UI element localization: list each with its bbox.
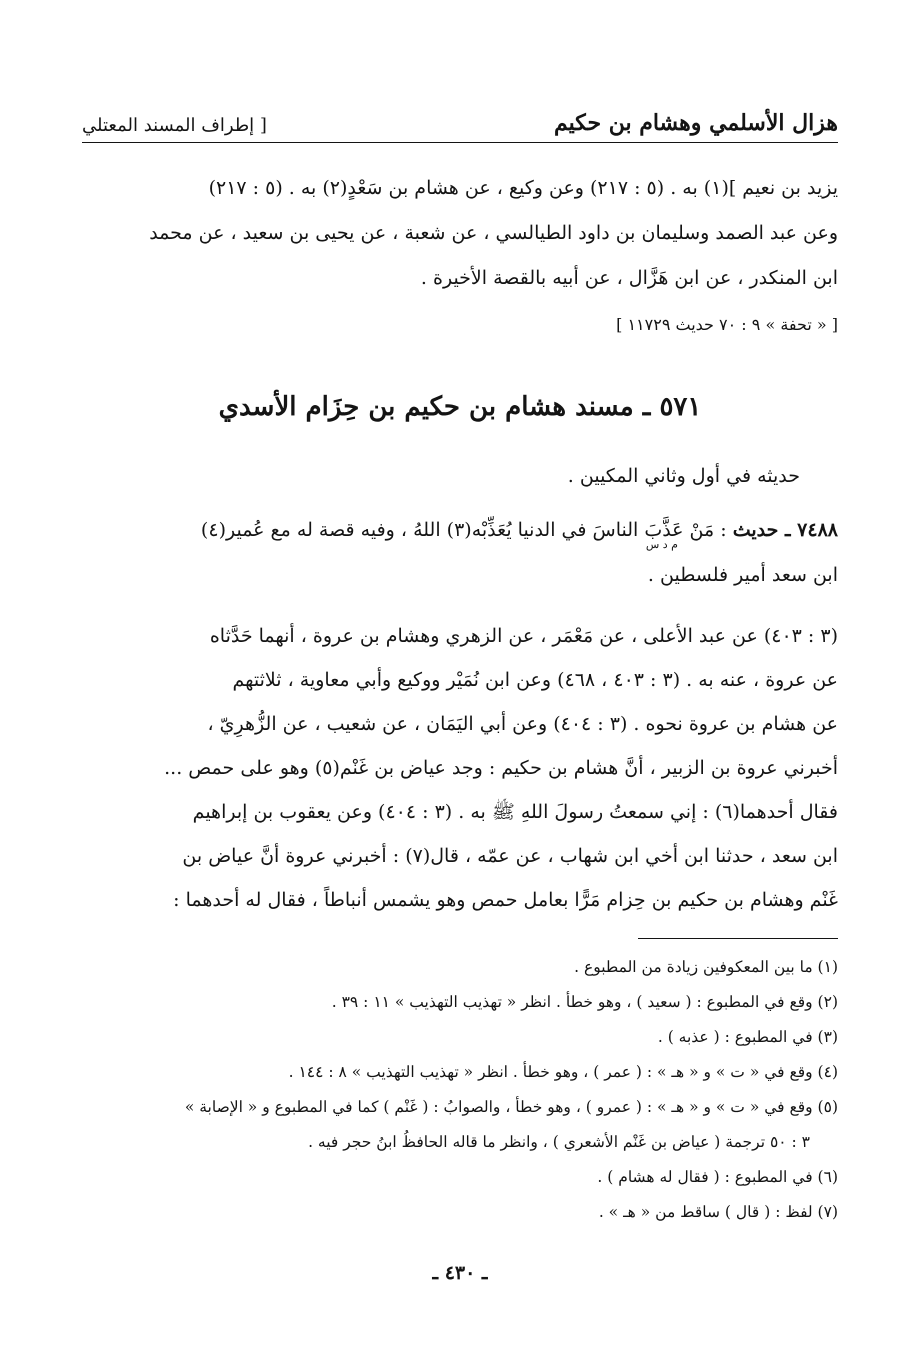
running-header-title: هزال الأسلمي وهشام بن حكيم	[554, 110, 838, 136]
tuhfa-reference: [ « تحفة » ٩ : ٧٠ حديث ١١٧٢٩ ]	[616, 315, 838, 334]
text-line: (٣ : ٤٠٣) عن عبد الأعلى ، عن مَعْمَر ، عن الزهري وهشام بن عروة ، أنهما حَدَّثاه	[209, 625, 838, 647]
footnote: (٣) في المطبوع : ( عذبه ) .	[657, 1028, 838, 1046]
header-rule	[82, 142, 838, 143]
running-header	[82, 96, 838, 136]
text-line: ابن سعد ، حدثنا ابن أخي ابن شهاب ، عن عمّه ، قال(٧) : أخبرني عروة أنَّ عياض بن	[182, 845, 838, 867]
footnote-continuation: ٣ : ٥٠ ترجمة ( عياض بن غَنْم الأشعري ) ، وانظر ما قاله الحافظُ ابنُ حجر فيه .	[308, 1133, 810, 1151]
footnote-rule	[638, 938, 838, 939]
text-line: عن عروة ، عنه به . (٣ : ٤٠٣ ، ٤٦٨) وعن ابن نُمَيْر ووكيع وأبي معاوية ، ثلاثتهم	[232, 669, 838, 691]
body-paragraph	[82, 614, 838, 922]
footnote: (١) ما بين المعكوفين زيادة من المطبوع .	[574, 958, 838, 976]
footnote: (٧) لفظ : ( قال ) ساقط من « هـ » .	[598, 1203, 838, 1221]
text-line: غَنْم وهشام بن حكيم بن حِزام مَرًّا بعامل حمص وهو يشمس أنباطاً ، فقال له أحدهما :	[173, 889, 838, 911]
intro-paragraph	[82, 166, 838, 301]
section-subtitle: حديثه في أول وثاني المكيين .	[567, 465, 800, 487]
hadith-text: : مَنْ عَذَّبَ الناسَ في الدنيا يُعَذِّبْه(٣) اللهُ ، وفيه قصة له مع عُمير(٤)	[200, 519, 727, 541]
text-line: فقال أحدهما(٦) : إني سمعتُ رسولَ اللهِ ﷺ به . (٣ : ٤٠٤) وعن يعقوب بن إبراهيم	[192, 801, 838, 823]
hadith-number: ٧٤٨٨ ـ حديث	[732, 519, 838, 541]
section-title: ٥٧١ ـ مسند هشام بن حكيم بن حِزَام الأسدي	[218, 392, 702, 422]
text-line: أخبرني عروة بن الزبير ، أنَّ هشام بن حكيم : وجد عياض بن غَنْم(٥) وهو على حمص ...	[164, 757, 838, 779]
footnote: (٢) وقع في المطبوع : ( سعيد ) ، وهو خطأ . انظر « تهذيب التهذيب » ١١ : ٣٩ .	[331, 993, 838, 1011]
text-line: يزيد بن نعيم ](١) به . (٥ : ٢١٧) وعن وكيع ، عن هشام بن سَعْدٍ(٢) به . (٥ : ٢١٧)	[208, 177, 838, 199]
hadith-first-line	[82, 508, 838, 553]
running-header-book: [ إطراف المسند المعتلي	[82, 115, 267, 136]
hadith-sigla: م د س	[645, 538, 678, 551]
footnotes	[82, 950, 838, 1230]
text-line: عن هشام بن عروة نحوه . (٣ : ٤٠٤) وعن أبي اليَمَان ، عن شعيب ، عن الزُّهرِيّ ،	[207, 713, 838, 735]
hadith-entry	[82, 508, 838, 598]
text-line: ابن سعد أمير فلسطين .	[647, 564, 838, 586]
footnote: (٦) في المطبوع : ( فقال له هشام ) .	[597, 1168, 838, 1186]
footnote: (٥) وقع في « ت » و « هـ » : ( عمرو ) ، وهو خطأ ، والصوابُ : ( غَنْم ) كما في المطبوع و « الإصابة »	[184, 1098, 838, 1116]
text-line: ابن المنكدر ، عن ابن هَزَّال ، عن أبيه بالقصة الأخيرة .	[420, 267, 838, 289]
footnote: (٤) وقع في « ت » و « هـ » : ( عمر ) ، وهو خطأ . انظر « تهذيب التهذيب » ٨ : ١٤٤ .	[288, 1063, 838, 1081]
page-number: ـ ٤٣٠ ـ	[432, 1262, 488, 1284]
text-line: وعن عبد الصمد وسليمان بن داود الطيالسي ، عن شعبة ، عن يحيى بن سعيد ، عن محمد	[149, 222, 838, 244]
